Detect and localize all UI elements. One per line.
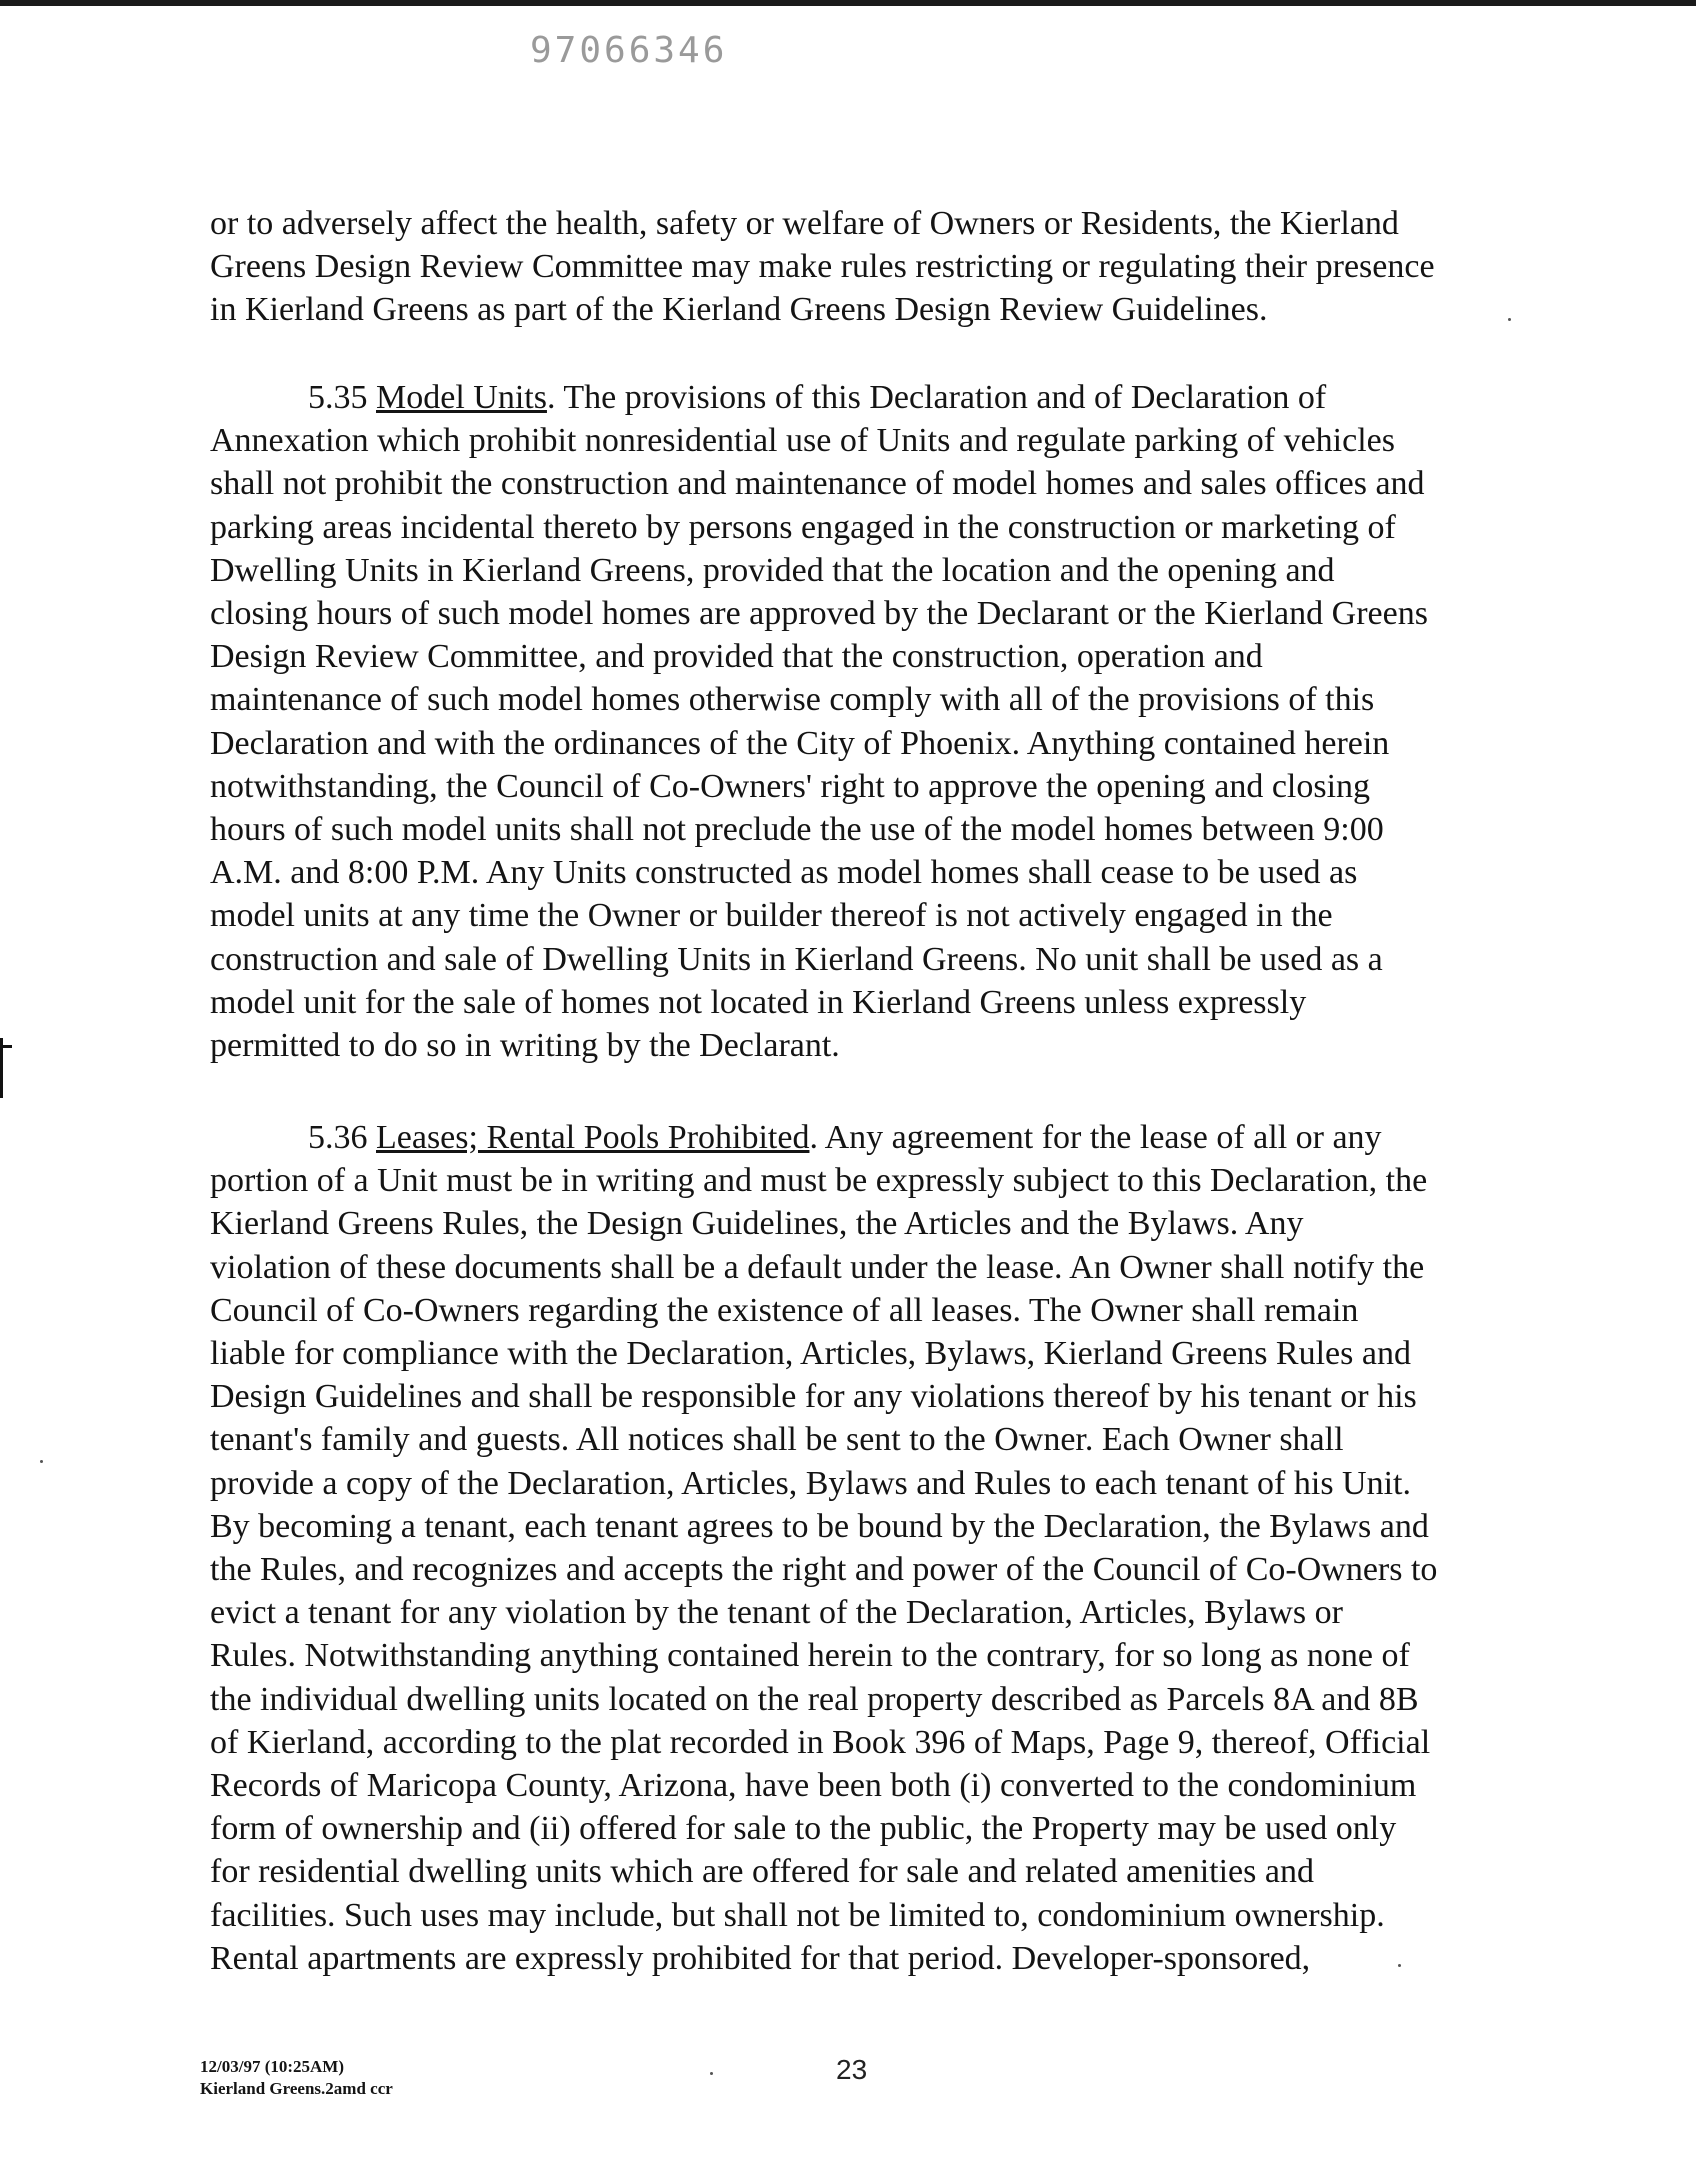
- section-first-line: [210, 376, 1530, 419]
- footer-filename: Kierland Greens.2amd ccr: [200, 2079, 393, 2098]
- text-line: violation of these documents shall be a default under the lease. An Owner shall notify the: [210, 1248, 1425, 1286]
- section-heading: Leases; Rental Pools Prohibited: [376, 1119, 810, 1156]
- paragraph-intro: [210, 202, 1530, 332]
- text-line: Kierland Greens Rules, the Design Guidelines, the Articles and the Bylaws. Any: [210, 1205, 1304, 1243]
- text-line: tenant's family and guests. All notices shall be sent to the Owner. Each Owner shall: [210, 1421, 1344, 1459]
- scan-speck: [1398, 1964, 1401, 1967]
- text-line: Design Review Committee, and provided that the construction, operation and: [210, 638, 1263, 676]
- section-5-36: [210, 1116, 1530, 1980]
- scan-edge-tick: [0, 1045, 12, 1048]
- text-line: Dwelling Units in Kierland Greens, provided that the location and the opening and: [210, 551, 1335, 589]
- section-heading: Model Units: [376, 379, 547, 416]
- text-line: parking areas incidental thereto by persons engaged in the construction or marketing of: [210, 508, 1396, 546]
- section-number: 5.36: [308, 1119, 368, 1156]
- scan-top-edge: [0, 0, 1696, 6]
- text-line: maintenance of such model homes otherwise comply with all of the provisions of this: [210, 681, 1375, 719]
- text-line: shall not prohibit the construction and maintenance of model homes and sales offices and: [210, 465, 1425, 503]
- text-line: the individual dwelling units located on the real property described as Parcels 8A and 8B: [210, 1680, 1419, 1718]
- scan-speck: [40, 1460, 43, 1463]
- text-line: Annexation which prohibit nonresidential use of Units and regulate parking of vehicles: [210, 422, 1395, 460]
- text-line: facilities. Such uses may include, but shall not be limited to, condominium ownership.: [210, 1896, 1385, 1934]
- text-line: provide a copy of the Declaration, Articles, Bylaws and Rules to each tenant of his Unit.: [210, 1464, 1412, 1502]
- text-line: portion of a Unit must be in writing and must be expressly subject to this Declaration, the: [210, 1162, 1428, 1200]
- recording-stamp-number: 97066346: [530, 30, 728, 71]
- text-line: Rules. Notwithstanding anything contained herein to the contrary, for so long as none of: [210, 1637, 1410, 1675]
- text-line: Rental apartments are expressly prohibited for that period. Developer-sponsored,: [210, 1939, 1311, 1977]
- section-number: 5.35: [308, 379, 368, 416]
- text-line: notwithstanding, the Council of Co-Owners' right to approve the opening and closing: [210, 767, 1371, 805]
- text-line: evict a tenant for any violation by the tenant of the Declaration, Articles, Bylaws or: [210, 1594, 1343, 1632]
- text-line: hours of such model units shall not preclude the use of the model homes between 9:00: [210, 811, 1384, 849]
- text-line: Design Guidelines and shall be responsible for any violations thereof by his tenant or his: [210, 1378, 1417, 1416]
- text-line: or to adversely affect the health, safety or welfare of Owners or Residents, the Kierland: [210, 205, 1399, 242]
- section-first-line-text: . The provisions of this Declaration and of Declaration of: [546, 379, 1327, 416]
- page-number: 23: [836, 2054, 868, 2085]
- footer-file-info: [200, 2056, 393, 2100]
- text-line: closing hours of such model homes are approved by the Declarant or the Kierland Greens: [210, 595, 1428, 633]
- text-line: form of ownership and (ii) offered for sale to the public, the Property may be used only: [210, 1810, 1397, 1848]
- text-line: of Kierland, according to the plat recorded in Book 396 of Maps, Page 9, thereof, Official: [210, 1723, 1431, 1761]
- text-line: Council of Co-Owners regarding the existence of all leases. The Owner shall remain: [210, 1291, 1359, 1329]
- text-line: A.M. and 8:00 P.M. Any Units constructed as model homes shall cease to be used as: [210, 854, 1358, 892]
- text-line: Records of Maricopa County, Arizona, have been both (i) converted to the condominium: [210, 1767, 1417, 1805]
- text-line: permitted to do so in writing by the Declarant.: [210, 1027, 840, 1065]
- footer-date: 12/03/97 (10:25AM): [200, 2057, 345, 2076]
- text-line: the Rules, and recognizes and accepts the right and power of the Council of Co-Owners to: [210, 1551, 1438, 1589]
- text-line: liable for compliance with the Declaration, Articles, Bylaws, Kierland Greens Rules and: [210, 1335, 1411, 1373]
- section-first-line-text: . Any agreement for the lease of all or any: [809, 1119, 1382, 1156]
- text-line: By becoming a tenant, each tenant agrees to be bound by the Declaration, the Bylaws and: [210, 1507, 1429, 1545]
- section-5-35: [210, 376, 1530, 1067]
- text-line: model unit for the sale of homes not located in Kierland Greens unless expressly: [210, 983, 1307, 1021]
- text-line: construction and sale of Dwelling Units in Kierland Greens. No unit shall be used as a: [210, 940, 1383, 978]
- text-line: for residential dwelling units which are offered for sale and related amenities and: [210, 1853, 1314, 1891]
- text-line: Greens Design Review Committee may make rules restricting or regulating their presence: [210, 248, 1435, 286]
- scan-speck: [1508, 318, 1511, 321]
- text-line: Declaration and with the ordinances of the City of Phoenix. Anything contained herein: [210, 724, 1390, 762]
- scan-speck: [710, 2072, 713, 2075]
- section-first-line: [210, 1116, 1530, 1159]
- text-line: in Kierland Greens as part of the Kierland Greens Design Review Guidelines.: [210, 291, 1268, 329]
- text-line: model units at any time the Owner or builder thereof is not actively engaged in the: [210, 897, 1333, 935]
